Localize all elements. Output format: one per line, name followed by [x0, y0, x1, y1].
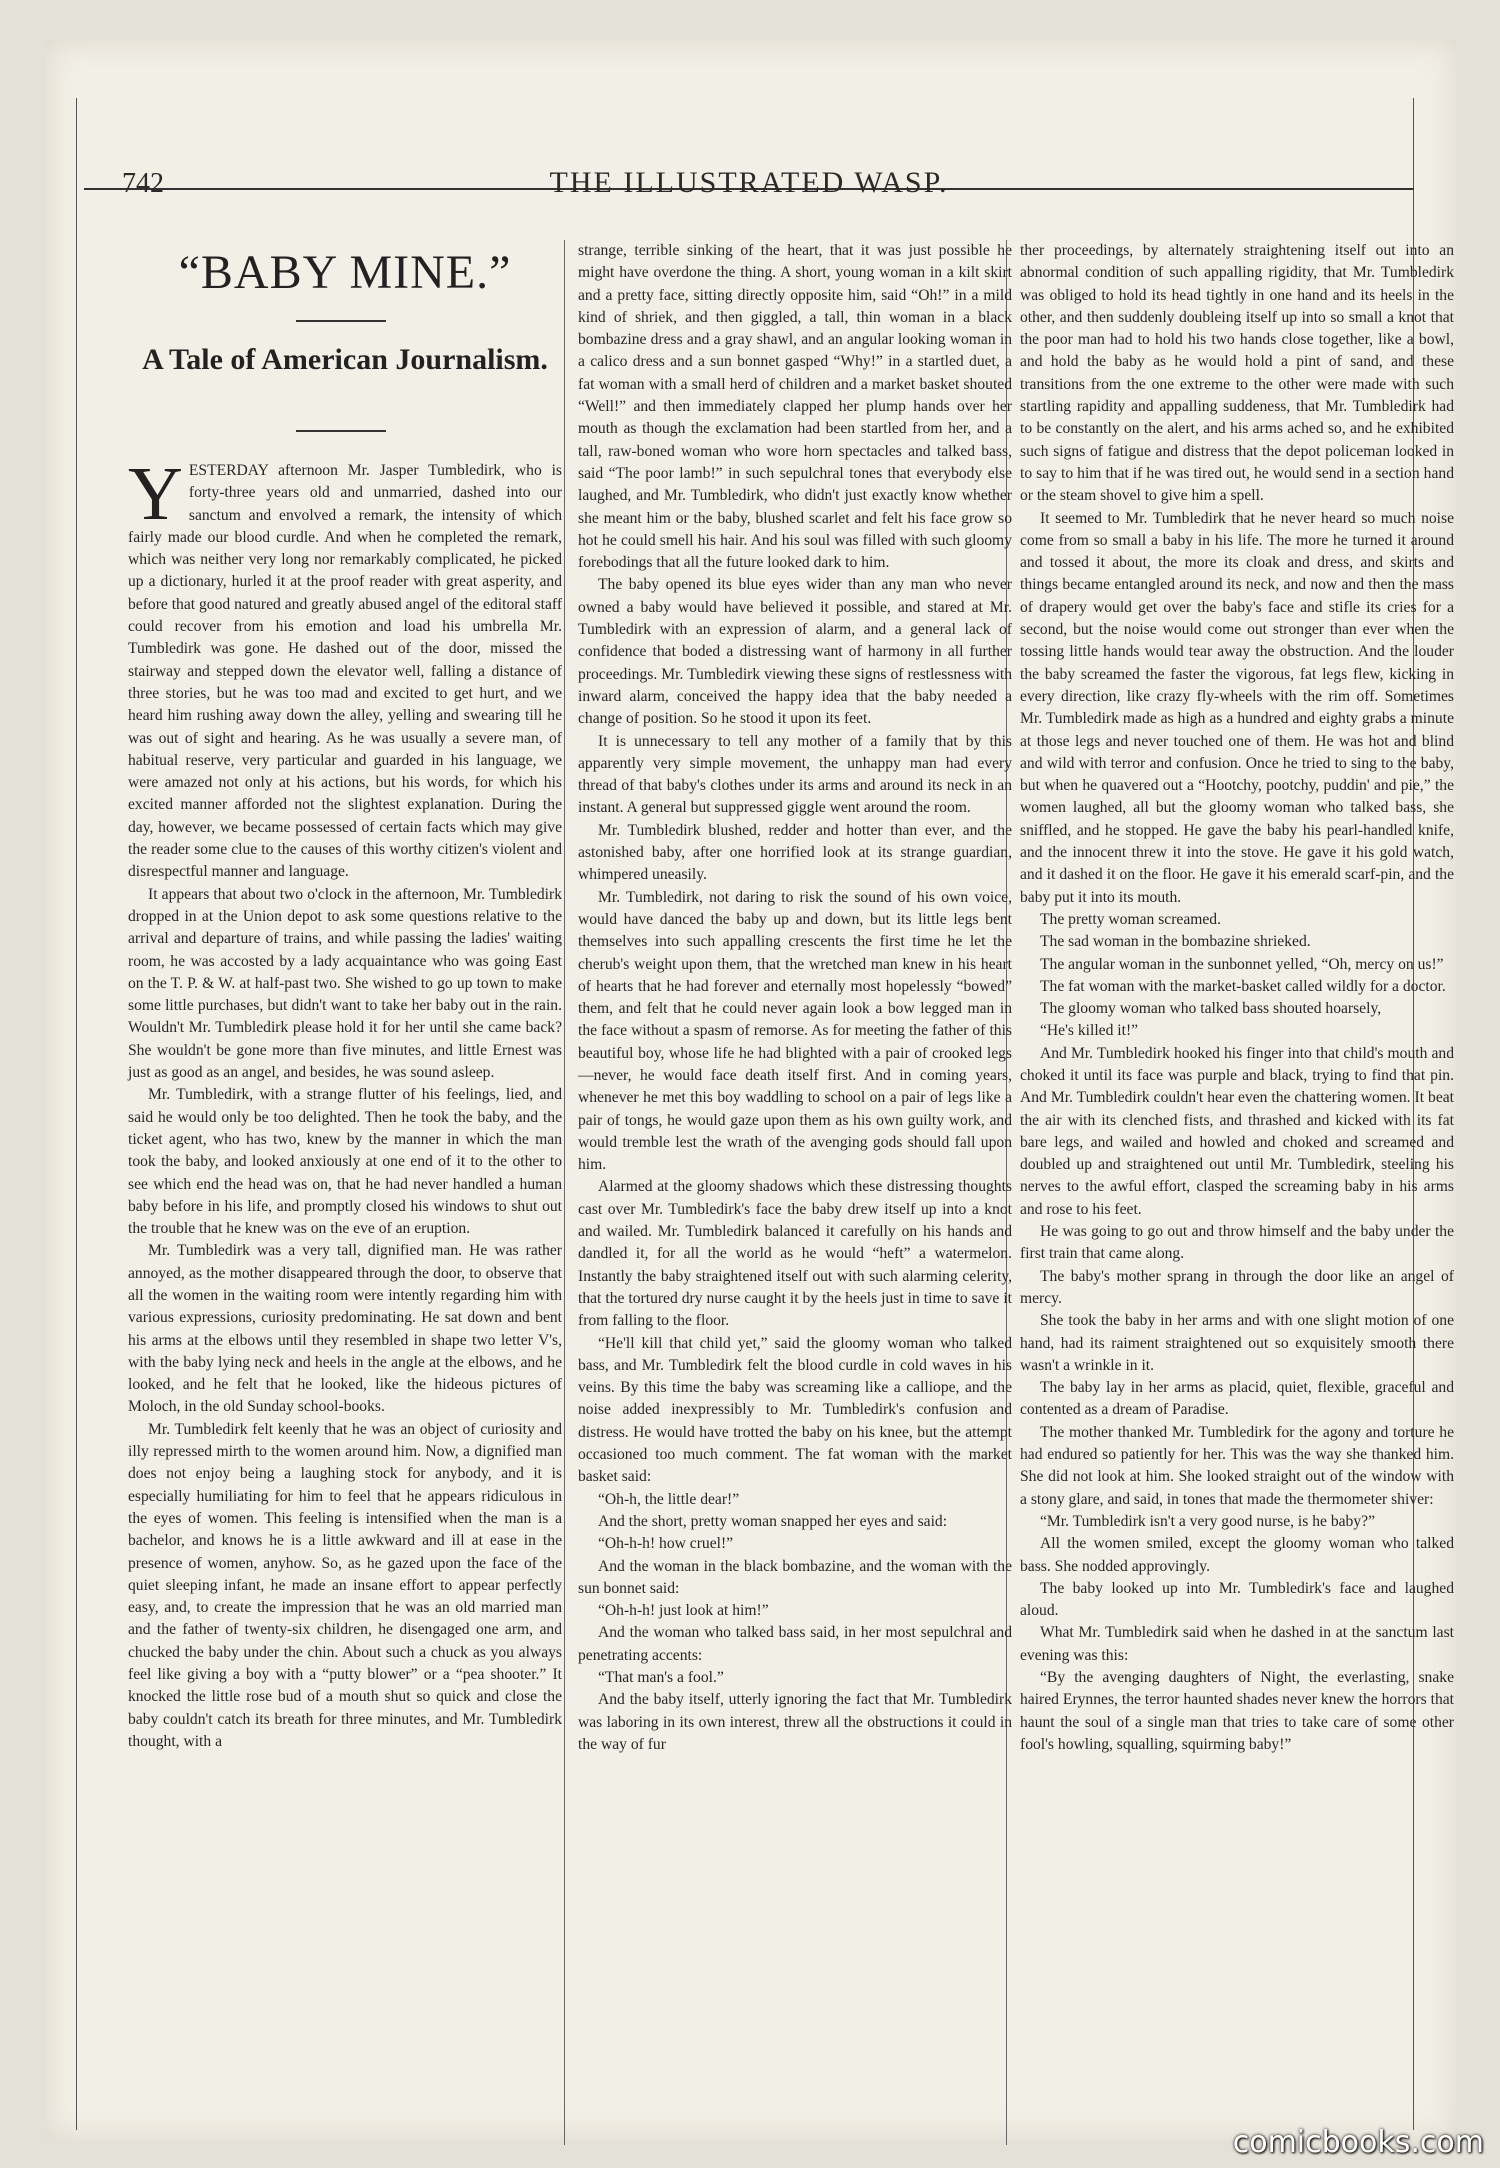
- paragraph: The fat woman with the market-basket called wildly for a doctor.: [1040, 977, 1446, 995]
- paragraph: “He'll kill that child yet,” said the gloomy woman who talked bass, and Mr. Tumbledirk felt the blood curdle in cold waves in his veins. By this time the baby was screaming like a calliope, and the noise added inexpressibly to Mr. Tumbledirk's confusion and distress. He would have trotted the baby on his knee, but the attempt occasioned too much comment. The fat woman with the market basket said:: [578, 1334, 1012, 1486]
- paragraph: The baby lay in her arms as placid, quiet, flexible, graceful and contented as a dream of Paradise.: [1020, 1379, 1454, 1419]
- paragraph: Mr. Tumbledirk blushed, redder and hotter than ever, and the astonished baby, after one horrified look at its strange guardian, whimpered uneasily.: [578, 821, 1012, 884]
- paragraph: He was going to go out and throw himself and the baby under the first train that came along.: [1020, 1223, 1454, 1263]
- paragraph: The angular woman in the sunbonnet yelled, “Oh, mercy on us!”: [1040, 955, 1444, 973]
- paragraph: ther proceedings, by alternately straightening itself out into an abnormal condition of such appalling rigidity, that Mr. Tumbledirk was obliged to hold its head tightly in one hand and its heels in the other, and then suddenly doubleing itself up into so small a knot that the poor man had to hold his two hands close together, like a bowl, and hold the baby as he would hold a pint of sand, and these transitions from the one extreme to the other were made with such startling rapidity and appalling suddeness, that Mr. Tumbledirk had to be constantly on the alert, and his arms ached so, and he exhibited such signs of fatigue and distress that the depot policeman looked in to say to him that if he was tired out, he would send in a section hand or the steam shovel to give him a spell.: [1020, 242, 1454, 505]
- paragraph: Mr. Tumbledirk felt keenly that he was an object of curiosity and illy repressed mirth to the women around him. Now, a dignified man does not enjoy being a laughing stock for anybody, and it is especially humiliating for him to feel that he appears ridiculous in the eyes of women. This feeling is intensified when the man is a bachelor, and knows he is a little awkward and ill at ease in the presence of women, anyhow. So, as he gazed upon the face of the quiet sleeping infant, he made an insane effort to appear perfectly easy, and, to create the impression that he was an old married man and the father of twenty-six children, he disengaged one arm, and chucked the baby under the chin. About such a chuck as you always feel like giving a boy with a “putty blower” or a “pea shooter.” It knocked the little rose bud of a mouth shut so quick and close the baby couldn't catch its breath for three minutes, and Mr. Tumbledirk thought, with a: [128, 1420, 562, 1750]
- paragraph: The gloomy woman who talked bass shouted hoarsely,: [1040, 1000, 1382, 1018]
- paragraph: “That man's a fool.”: [598, 1669, 724, 1686]
- article-column-2: [578, 240, 1012, 1756]
- site-watermark: comicbooks.com: [1232, 2125, 1484, 2160]
- paragraph: Mr. Tumbledirk, not daring to risk the sound of his own voice, would have danced the baby up and down, but its little legs bent themselves into such appalling crescents the first time he let the cherub's weight upon them, that the wretched man knew in his heart of hearts that he had forever and eternally most hopelessly “bowed” them, and felt that he could never again look a bow legged man in the face without a spasm of remorse. As for meeting the father of this beautiful boy, whose life he had blighted with a pair of crooked legs—never, he would face death itself first. And in coming years, whenever he met this boy waddling to school on a pair of legs like a pair of tongs, he would gaze upon them as his own guilty work, and would tremble lest the wrath of the avenging gods should fall upon him.: [578, 888, 1012, 1174]
- column-divider-1: [564, 240, 565, 2145]
- newspaper-page: [46, 40, 1456, 2140]
- article-title: “BABY MINE.”: [178, 246, 512, 299]
- subtitle-divider: [296, 430, 386, 432]
- paragraph: “Oh-h-h! how cruel!”: [598, 1535, 734, 1553]
- title-divider: [296, 320, 386, 322]
- page-header: [84, 128, 1414, 199]
- paragraph: The baby looked up into Mr. Tumbledirk's face and laughed aloud.: [1020, 1579, 1454, 1620]
- paragraph: Alarmed at the gloomy shadows which these distressing thoughts cast over Mr. Tumbledirk's face the baby drew itself up into a knot and wailed. Mr. Tumbledirk balanced it carefully on his hands and dandled it, for all the world as he would “heft” a watermelon. Instantly the baby straightened itself out with such alarming celerity, that the tortured dry nurse caught it by the heels just in time to save it from falling to the floor.: [578, 1178, 1012, 1330]
- paragraph: Mr. Tumbledirk was a very tall, dignified man. He was rather annoyed, as the mother disappeared through the door, to observe that all the women in the waiting room were intently regarding him with various expressions, curiosity predominating. He sat down and bent his arms at the elbows until they resembled in shape two letter V's, with the baby lying neck and heels in the angle at the elbows, and he looked, and he felt that he looked, like the hideous pictures of Moloch, in the old Sunday school-books.: [128, 1242, 562, 1416]
- paragraph: Mr. Tumbledirk, with a strange flutter of his feelings, lied, and said he would only be too delighted. Then he took the baby, and the ticket agent, who has two, knew by the manner in which the man took the baby, and looked anxiously at one end of it to the other to see which end the head was on, that he had never handled a human baby before in his life, and promptly closed his windows to shut out the trouble that he knew was on the eve of an eruption.: [128, 1086, 562, 1238]
- article-column-3: [1020, 240, 1454, 1756]
- lead-paragraph: [128, 452, 563, 884]
- paragraph: It is unnecessary to tell any mother of a family that by this apparently very simple movement, the unhappy man had every thread of that baby's clothes under its arms and around its neck in an instant. A general but suppressed giggle went around the room.: [578, 732, 1012, 817]
- paragraph: And the woman in the black bombazine, and the woman with the sun bonnet said:: [578, 1557, 1012, 1597]
- paragraph: strange, terrible sinking of the heart, that it was just possible he might have overdone the thing. A short, young woman in a kilt skirt and a pretty face, sitting directly opposite him, said “Oh!” in a mild kind of shriek, and then giggled, a tall, thin woman in a black bombazine dress and a gray shawl, and an angular looking woman in a calico dress and a sun bonnet gasped “Why!” in a startled duet, a fat woman with a small herd of children and a market basket shouted “Well!” and then immediately clapped her plump hands over her mouth as though the exclamation had been startled from her, and a tall, raw-boned woman who wore horn spectacles and talked bass, said “The poor lamb!” in such sepulchral tones that everybody else laughed, and Mr. Tumbledirk, who didn't just exactly know whether she meant him or the baby, blushed scarlet and felt his face grow so hot he could smell his hair. And his soul was filled with such gloomy forebodings that all the future looked dark to him.: [578, 242, 1012, 572]
- paragraph: The mother thanked Mr. Tumbledirk for the agony and torture he had endured so patiently for her. This was the way she thanked him. She did not look at him. She looked straight out of the window with a stony glare, and said, in tones that made the thermometer shiver:: [1020, 1423, 1454, 1508]
- paragraph: And the baby itself, utterly ignoring the fact that Mr. Tumbledirk was laboring in its own interest, threw all the obstructions it could in the way of fur: [578, 1691, 1012, 1753]
- article-column-1: [128, 452, 563, 1753]
- article-subtitle: A Tale of American Journalism.: [142, 343, 548, 376]
- paragraph: The baby opened its blue eyes wider than any man who never owned a baby would have believed it possible, and stared at Mr. Tumbledirk with an expression of alarm, and a general lack of confidence that boded a distressing want of harmony in all further proceedings. Mr. Tumbledirk viewing these signs of restlessness with inward alarm, conceived the happy idea that the baby needed a change of position. So he stood it upon its feet.: [578, 576, 1012, 728]
- paragraph: It seemed to Mr. Tumbledirk that he never heard so much noise come from so small a baby in his life. The more he turned it around and tossed it about, the more its cloak and dress, and skirts and things became entangled around its neck, and now and then the mass of drapery would get over the baby's face and stifle its cries for a second, but the noise would come out stronger than ever when the tossing little hands would tear away the obstruction. And the louder the baby screamed the faster the vigorous, fat legs flew, kicking in every direction, like crazy fly-wheels with the rim off. Sometimes Mr. Tumbledirk made as high as a hundred and eighty grabs a minute at those legs and never touched one of them. He was hot and blind and wild with terror and confusion. Once he tried to sing to the baby, but when he quavered out a “Hootchy, pootchy, puddin' and pie,” the women laughed, all but the gloomy woman who talked bass, she sniffled, and he stopped. He gave the baby his pearl-handled knife, and the innocent threw it into the stove. He gave it his gold watch, and it dashed it on the floor. He gave it his emerald scarf-pin, and the baby put it into its mouth.: [1020, 509, 1454, 906]
- drop-cap: Y: [128, 452, 183, 536]
- paragraph: The sad woman in the bombazine shrieked.: [1040, 933, 1311, 951]
- masthead-title: THE ILLUSTRATED WASP.: [549, 166, 949, 199]
- paragraph: All the women smiled, except the gloomy woman who talked bass. She nodded approvingly.: [1020, 1535, 1454, 1575]
- paragraph: “He's killed it!”: [1040, 1022, 1139, 1040]
- paragraph: “Mr. Tumbledirk isn't a very good nurse, is he baby?”: [1040, 1512, 1375, 1530]
- lead-text: ESTERDAY afternoon Mr. Jasper Tumbledirk, who is forty-three years old and unmarried, dashed into our sanctum and envolved a remark, the intensity of which fairly made our blood curdle. And when he completed the remark, which was neither very long nor remarkably complicated, he picked up a dictionary, hurled it at the proof reader with great asperity, and before that good natured and greatly abused angel of the editoral staff could recover from his emotion and load his umbrella Mr. Tumbledirk was gone. He dashed out of the door, missed the stairway and stepped down the elevator well, falling a distance of three stories, but he was too mad and excited to get hurt, and we heard him rushing away down the alley, yelling and swearing till he was out of sight and hearing. As he was usually a severe man, of habitual reserve, very particular and guarded in his language, we were amazed not only at his actions, but his words, for which his excited manner afforded not the slightest explanation. During the day, however, we became possessed of certain facts which may give the reader some clue to the causes of this worthy citizen's violent and disrespectful manner and language.: [128, 462, 563, 881]
- paragraph: “Oh-h, the little dear!”: [598, 1490, 740, 1508]
- paragraph: And the woman who talked bass said, in her most sepulchral and penetrating accents:: [578, 1624, 1012, 1664]
- page-number: 742: [122, 168, 164, 199]
- paragraph: And Mr. Tumbledirk hooked his finger into that child's mouth and choked it until its face was purple and black, trying to find that pin. And Mr. Tumbledirk couldn't hear even the chattering women. It beat the air with its clenched fists, and thrashed and kicked with its fat bare legs, and wailed and howled and choked and screamed and doubled up and straightened out until Mr. Tumbledirk, steeling his nerves to the awful effort, clasped the screaming baby in his arms and rose to his feet.: [1020, 1044, 1454, 1218]
- paragraph: What Mr. Tumbledirk said when he dashed in at the sanctum last evening was this:: [1020, 1624, 1454, 1664]
- paragraph: “By the avenging daughters of Night, the everlasting, snake haired Erynnes, the terror haunted shades never knew the horrors that haunt the soul of a single man that tries to take care of some other fool's howling, squalling, squirming baby!”: [1020, 1669, 1454, 1753]
- paragraph: The baby's mother sprang in through the door like an angel of mercy.: [1020, 1267, 1454, 1307]
- paragraph: She took the baby in her arms and with one slight motion of one hand, had its raiment straightened out so exquisitely smooth there wasn't a wrinkle in it.: [1020, 1312, 1454, 1374]
- paragraph: And the short, pretty woman snapped her eyes and said:: [598, 1512, 948, 1530]
- paragraph: The pretty woman screamed.: [1040, 910, 1221, 928]
- paragraph: “Oh-h-h! just look at him!”: [598, 1602, 769, 1620]
- paragraph: It appears that about two o'clock in the afternoon, Mr. Tumbledirk dropped in at the Union depot to ask some questions relative to the arrival and departure of trains, and while passing the ladies' waiting room, he was accosted by a lady acquaintance who was going East on the T. P. & W. at half-past two. She wished to go up town to make some little purchases, but didn't want to take her baby out in the rain. Wouldn't Mr. Tumbledirk please hold it for her until she came back? She wouldn't be gone more than five minutes, and little Ernest was just as good as an angel, and besides, he was sound asleep.: [128, 885, 562, 1082]
